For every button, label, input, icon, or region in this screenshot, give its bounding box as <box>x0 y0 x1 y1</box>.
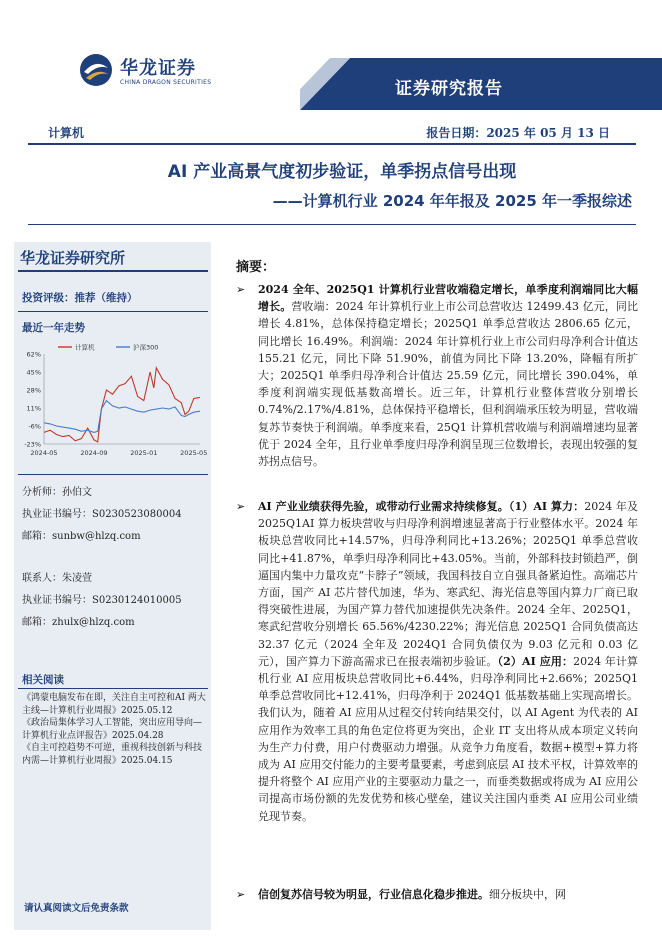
summary-bullet <box>238 281 638 470</box>
bullet-lead: 信创复苏信号较为明显，行业信息化稳步推进。 <box>258 888 489 901</box>
bullet-body: 细分板块中，网 <box>489 888 566 901</box>
analyst-name: 分析师：孙伯文 <box>22 487 92 498</box>
sidebar-divider <box>18 270 208 272</box>
contact-cert: 执业证书编号：S0230124010005 <box>22 595 182 606</box>
analyst-email[interactable]: 邮箱：sunbw@hlzq.com <box>22 531 141 542</box>
legend-label: 计算机 <box>75 343 95 352</box>
y-tick-label: -23% <box>24 440 41 449</box>
bullet-arrow-icon: ➢ <box>236 500 246 513</box>
trend-chart <box>18 342 208 470</box>
summary-bullet <box>238 498 638 825</box>
related-reading-list <box>22 692 208 767</box>
y-tick-label: 45% <box>26 368 41 377</box>
sidebar-thin-divider <box>18 688 208 689</box>
x-tick-label: 2025-01 <box>130 449 158 457</box>
bullet-lead: 2024 全年、2025Q1 计算机行业营收端稳定增长，单季度利润端同比大幅增长。 <box>258 283 638 314</box>
disclaimer: 请认真阅读文后免责条款 <box>24 903 129 914</box>
bullet-body: 营收端：2024 年计算机行业上市公司总营收达 12499.43 亿元，同比增长 4.81%，总体保持稳定增长；2025Q1 单季总营收达 2806.65 亿元，同比增长 16.49%。利润端：2024 年计算机行业上市公司归母净利合计值达 155.21 亿元，同比下降 51.90%，前值为同比下降 13.20%，降幅有所扩大；2025Q1 单季归母净利合计值达 25.59 亿元，同比增长 390.04%，单季度利润端实现低基数高增长。近三年，计算机行业整体营收分别增长 0.74%/2.17%/4.81%，总体保持平稳增长，但利润端承压较为明显，营收端复苏节奏快于利润端。单季度来看，25Q1 计算机营收端与利润端增速均显著优于 2024 全年，且行业单季度归母净利润呈现三位数增长，表现出较强的复苏拐点信号。 <box>258 300 639 469</box>
related-item[interactable]: 《鸿蒙电脑发布在即，关注自主可控和AI 两大主线—计算机行业周报》2025.05.12 <box>22 693 206 716</box>
bullet-arrow-icon: ➢ <box>236 888 246 901</box>
bullet-body: 2024 年及 2025Q1AI 算力板块营收与归母净利润增速显著高于行业整体水平。2024 年板块总营收同比+14.57%，归母净利同比+13.26%；2025Q1 单季总营收同比+41.87%，单季归母净利同比+43.05%。当前，外部科技封锁趋严，倒逼国内集中力量攻克“卡脖子”领域，我国科技自立自强具备紧迫性。高端芯片方面，国产 AI 芯片替代加速，华为、寒武纪、海光信息等国内算力厂商已取得突破性进展，为国产算力替代加速提供先决条件。2024 全年、2025Q1，寒武纪营收分别增长 65.56%/4230.22%；海光信息 2025Q1 合同负债高达 32.37 亿元（2024 全年及 2024Q1 合同负债仅为 9.03 亿元和 0.03 亿元），国产算力下游高需求已在报表端初步验证。 <box>258 500 638 668</box>
summary-bullet <box>238 886 638 903</box>
institute-name: 华龙证券研究所 <box>20 249 126 267</box>
dragon-logo-icon <box>78 52 114 88</box>
report-type-label: 证券研究报告 <box>395 79 503 99</box>
sidebar-thin-divider <box>18 474 208 475</box>
related-reading-title: 相关阅读 <box>22 674 64 686</box>
contact-email[interactable]: 邮箱：zhulx@hlzq.com <box>22 617 135 628</box>
bullet-subhead: （2）AI 应用： <box>497 654 574 668</box>
series-line <box>44 368 200 442</box>
x-tick-label: 2024-09 <box>80 449 108 457</box>
report-title: AI 产业高景气度初步验证，单季拐点信号出现 <box>167 162 517 182</box>
header-divider <box>28 143 636 145</box>
brand-name-en: CHINA DRAGON SECURITIES <box>120 79 212 86</box>
bullet-arrow-icon: ➢ <box>236 283 246 296</box>
trend-label: 最近一年走势 <box>22 322 85 334</box>
bullet-body: 2024 年计算机行业 AI 应用板块总营收同比+6.44%，归母净利同比+2.66%；2025Q1 单季总营收同比+12.41%，归母净利于 2024Q1 低基数基础上实现高增长。我们认为，随着 AI 应用从过程交付转向结果交付，以 AI Agent 为代表的 AI 应用作为效率工具的角色定位将更为突出，企业 IT 支出将从成本项定义转向为生产力付费，用户付费驱动力增强。从竞争力角度看，数据+模型+算力将成为 AI 应用交付能力的主要考量要素，考虑到底层 AI 技术平权，计算效率的提升将整个 AI 应用产业的主要驱动力量之一，而垂类数据或将成为 AI 应用公司提高市场份额的先发优势和核心壁垒，建议关注国内垂类 AI 应用公司业绩兑现节奏。 <box>258 654 639 823</box>
y-tick-label: 62% <box>26 350 41 359</box>
y-tick-label: -6% <box>28 422 41 431</box>
y-tick-label: 11% <box>26 404 41 413</box>
x-tick-label: 2025-05 <box>180 449 208 457</box>
brand-name: 华龙证券 <box>120 58 196 79</box>
analyst-cert: 执业证书编号：S0230523080004 <box>22 509 182 520</box>
summary-heading: 摘要： <box>236 260 276 275</box>
y-tick-label: 28% <box>26 386 41 395</box>
industry-label: 计算机 <box>48 126 85 140</box>
related-item[interactable]: 《政治局集体学习人工智能，突出应用导向—计算机行业点评报告》2025.04.28 <box>22 718 203 741</box>
title-divider <box>28 224 636 225</box>
sidebar-thin-divider <box>18 311 208 312</box>
x-tick-label: 2024-05 <box>30 449 58 457</box>
series-line <box>44 401 200 433</box>
bullet-subhead: （1）AI 算力： <box>508 500 585 513</box>
contact-name: 联系人：朱凌萱 <box>22 573 92 584</box>
report-subtitle: ——计算机行业 2024 年年报及 2025 年一季报综述 <box>272 192 632 210</box>
related-item[interactable]: 《自主可控趋势不可逆，重视科技创新与科技内需—计算机行业周报》2025.04.15 <box>22 743 203 766</box>
rating-label: 投资评级：推荐（维持） <box>22 292 138 304</box>
bullet-lead: AI 产业业绩获得先验，或带动行业需求持续修复。 <box>258 500 509 513</box>
legend-label: 沪深300 <box>133 343 159 352</box>
report-date: 报告日期：2025 年 05 月 13 日 <box>426 126 610 140</box>
